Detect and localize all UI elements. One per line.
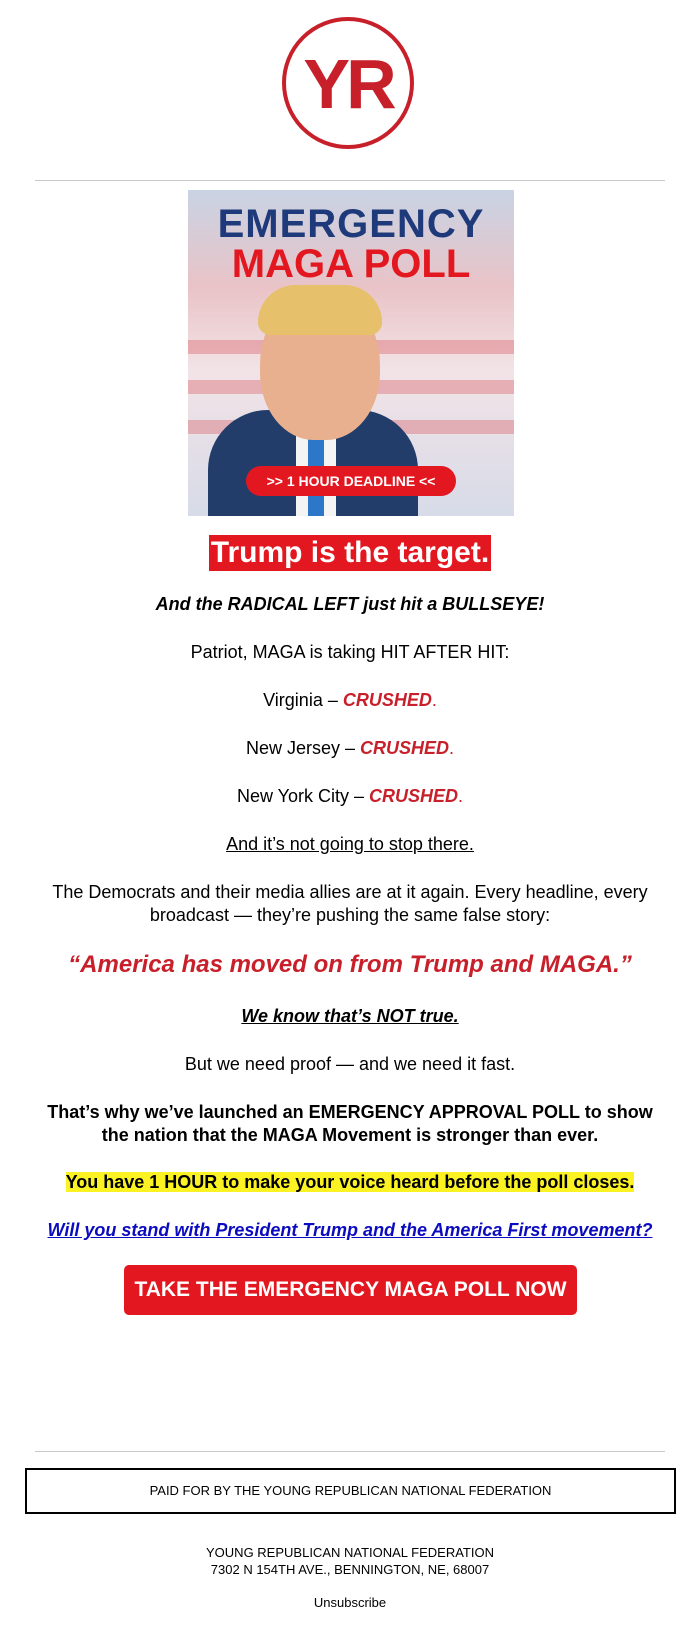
- stand-link-row: [0, 1219, 700, 1242]
- hit-result: CRUSHED: [342, 690, 432, 710]
- hit-new-jersey: [0, 737, 700, 760]
- hit-end: .: [449, 738, 455, 758]
- hit-end: .: [458, 786, 464, 806]
- subhead: And the RADICAL LEFT just hit a BULLSEYE!: [155, 594, 545, 614]
- footer-address: 7302 N 154TH AVE., BENNINGTON, NE, 68007: [210, 1562, 490, 1577]
- hero-title-line2: MAGA POLL: [231, 242, 471, 286]
- democrats-line1: The Democrats and their media allies are at it again. Every headline, every: [52, 882, 648, 902]
- hour-notice-row: [0, 1171, 700, 1194]
- hit-result: CRUSHED: [360, 738, 450, 758]
- hit-new-york-city: [0, 785, 700, 808]
- unsubscribe-link[interactable]: Unsubscribe: [313, 1595, 387, 1610]
- deadline-badge: >> 1 HOUR DEADLINE <<: [246, 466, 456, 496]
- hit-result: CRUSHED: [369, 786, 459, 806]
- launched-line1: [0, 1101, 700, 1124]
- hit-place: New York City –: [236, 786, 370, 806]
- bottom-divider: [35, 1451, 665, 1452]
- logo-text: YR: [303, 45, 393, 123]
- launched-part1: That’s why we’ve launched an: [47, 1102, 309, 1122]
- stand-link[interactable]: Will you stand with President Trump and the America First movement?: [47, 1220, 653, 1240]
- hit-virginia: [0, 689, 700, 712]
- footer-org: YOUNG REPUBLICAN NATIONAL FEDERATION: [206, 1545, 494, 1560]
- democrats-line2: broadcast — they’re pushing the same false story:: [149, 905, 551, 925]
- hero-image[interactable]: [188, 190, 514, 516]
- hit-place: New Jersey –: [245, 738, 360, 758]
- headline-row: [0, 535, 700, 571]
- portrait-hair: [258, 285, 382, 335]
- proof-text: But we need proof — and we need it fast.: [184, 1054, 516, 1074]
- know-text: We know that’s NOT true.: [241, 1006, 459, 1026]
- top-divider: [35, 180, 665, 181]
- hero-title-line1: EMERGENCY: [217, 202, 485, 246]
- quote-text: “America has moved on from Trump and MAGA.”: [68, 951, 632, 978]
- not-stop-text: And it’s not going to stop there.: [226, 834, 474, 854]
- launched-line2: the nation that the MAGA Movement is stronger than ever.: [101, 1125, 599, 1145]
- launched-part3: to show: [579, 1102, 653, 1122]
- yr-logo[interactable]: [282, 17, 414, 149]
- hit-place: Virginia –: [263, 690, 343, 710]
- paid-for-disclaimer: PAID FOR BY THE YOUNG REPUBLICAN NATIONAL FEDERATION: [25, 1468, 676, 1514]
- unsubscribe-row: [0, 1594, 700, 1611]
- hit-end: .: [431, 690, 437, 710]
- take-poll-button[interactable]: TAKE THE EMERGENCY MAGA POLL NOW: [124, 1265, 577, 1315]
- headline: Trump is the target.: [210, 536, 490, 569]
- launched-poll-name: EMERGENCY APPROVAL POLL: [308, 1102, 580, 1122]
- intro-text: Patriot, MAGA is taking HIT AFTER HIT:: [190, 642, 510, 662]
- hour-notice: You have 1 HOUR to make your voice heard before the poll closes.: [65, 1172, 635, 1192]
